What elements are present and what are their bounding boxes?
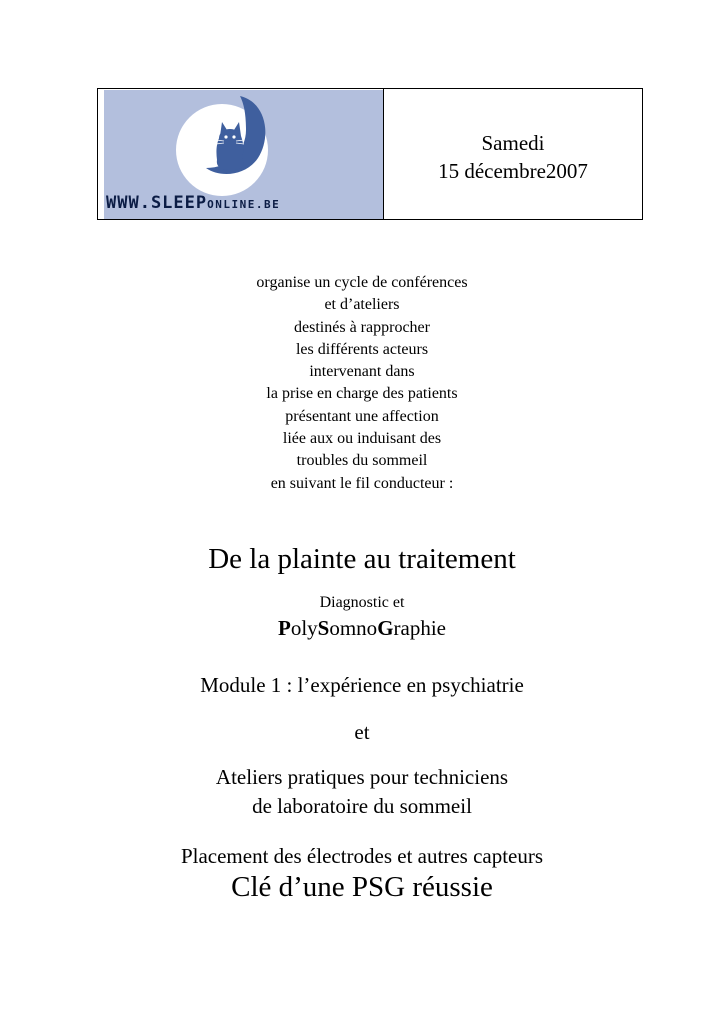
intro-line: en suivant le fil conducteur : xyxy=(270,474,454,492)
intro-line: liée aux ou induisant des xyxy=(282,430,442,448)
placement-heading: Placement des électrodes et autres capteurs xyxy=(180,844,544,868)
module-heading: Module 1 : l’expérience en psychiatrie xyxy=(200,673,524,697)
cat-moon-icon xyxy=(200,92,272,178)
intro-line: présentant une affection xyxy=(285,407,439,425)
intro-line: les différents acteurs xyxy=(295,340,429,358)
intro-line: intervenant dans xyxy=(309,363,415,381)
psg-heading: PolySomnoGraphie xyxy=(277,616,447,640)
intro-line: troubles du sommeil xyxy=(296,452,428,470)
intro-paragraph xyxy=(0,272,724,495)
ateliers-line: Ateliers pratiques pour techniciens xyxy=(215,765,509,789)
intro-line: et d’ateliers xyxy=(324,296,400,314)
logo xyxy=(98,89,384,219)
logo-text: WWW.SLEEPONLINE.BE xyxy=(106,193,281,213)
main-title: De la plainte au traitement xyxy=(208,543,516,575)
intro-line: organise un cycle de conférences xyxy=(256,274,468,291)
ateliers-line: de laboratoire du sommeil xyxy=(252,794,472,818)
date-cell xyxy=(384,89,642,219)
subtitle: Diagnostic et xyxy=(319,594,405,611)
intro-line: la prise en charge des patients xyxy=(266,385,458,403)
date-day: Samedi xyxy=(481,131,545,155)
closing-title: Clé d’une PSG réussie xyxy=(231,871,493,903)
intro-line: destinés à rapprocher xyxy=(294,318,430,336)
header-table xyxy=(97,88,643,220)
ateliers-heading xyxy=(0,763,724,821)
conjunction: et xyxy=(354,720,370,744)
date-full: 15 décembre2007 xyxy=(438,159,588,183)
